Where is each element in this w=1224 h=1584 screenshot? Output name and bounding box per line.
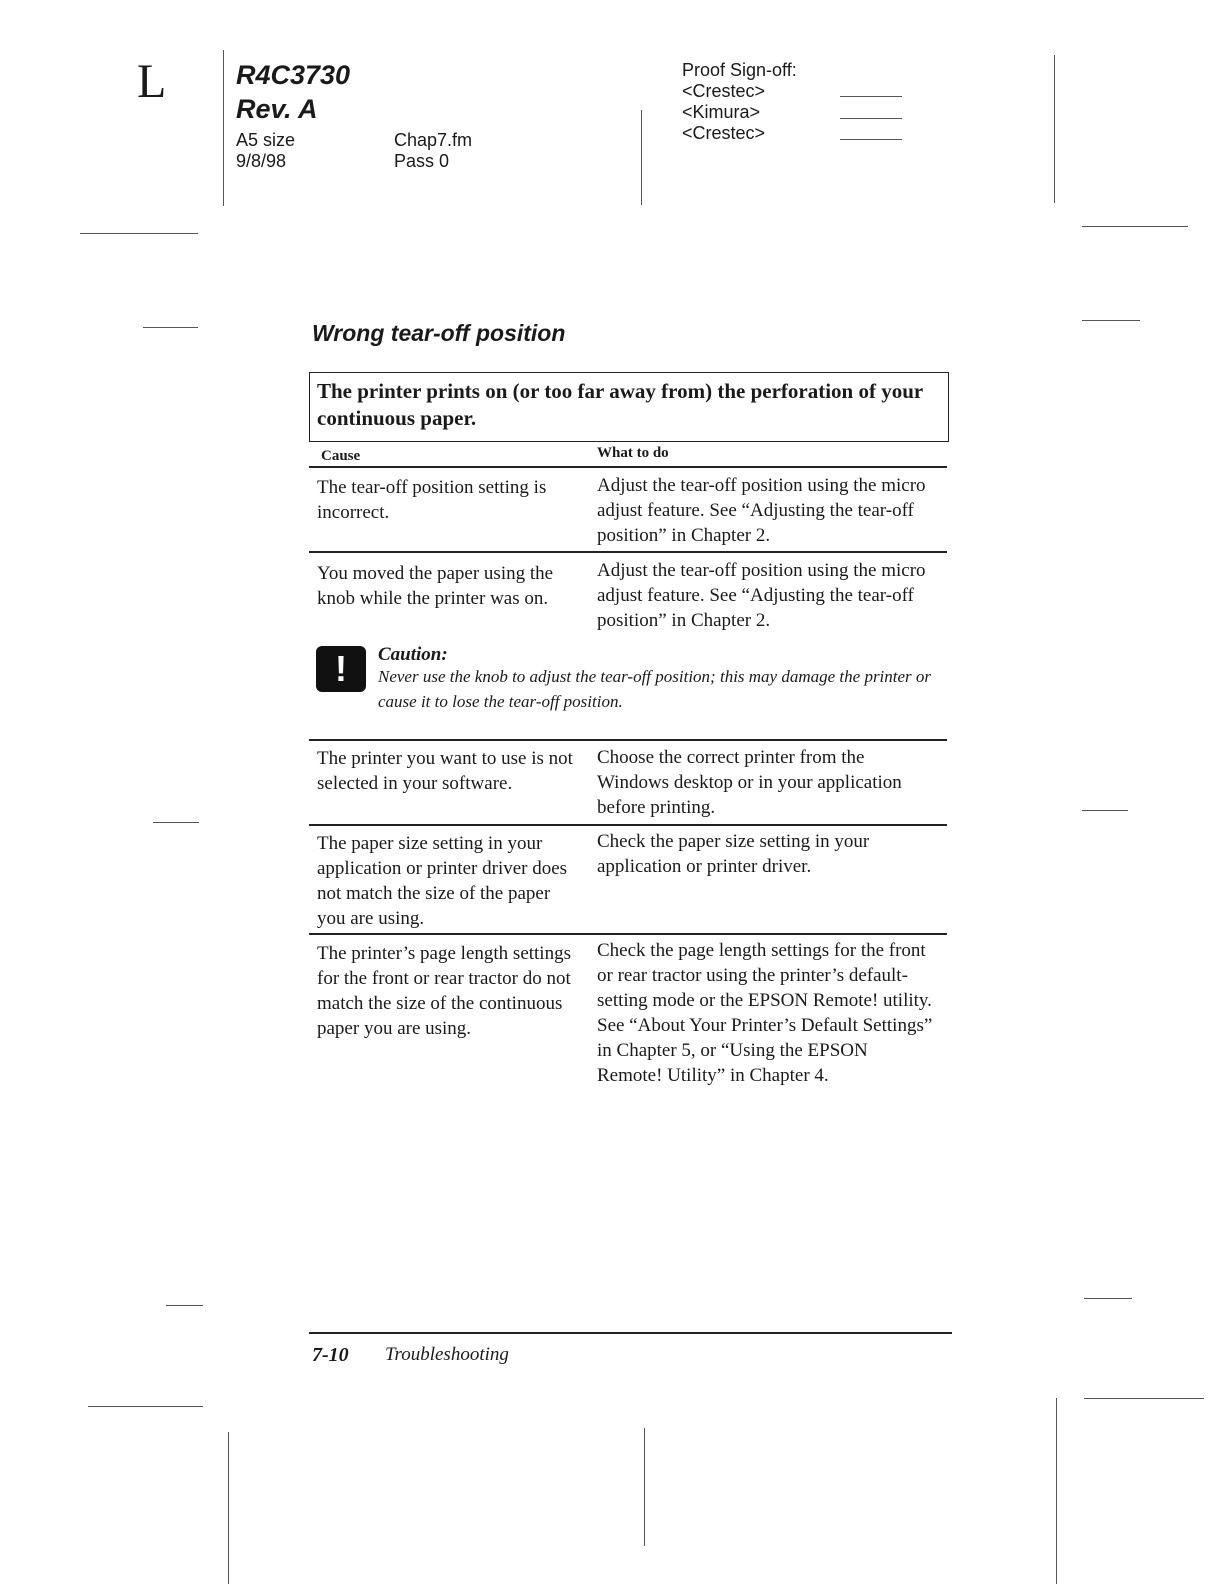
table-rule	[309, 466, 947, 468]
table-row-5-todo: Check the page length settings for the front or rear tractor using the printer’s default-setting mode or the EPSON Remote! utility. See “About Your Printer’s Default Settings” in Chapter 5, or “Using the EPSON Remote! Utility” in Chapter 4.	[597, 940, 933, 1086]
table-row-4-cause: The paper size setting in your application or printer driver does not match the size of the paper you are using.	[317, 833, 568, 929]
crop-mark	[1056, 1398, 1057, 1584]
crop-mark	[1082, 320, 1140, 321]
table-rule	[309, 824, 947, 826]
crop-mark	[1082, 810, 1128, 811]
doc-date: 9/8/98	[236, 151, 287, 171]
page-number: 7-10	[312, 1344, 349, 1366]
crop-mark	[153, 822, 199, 823]
problem-statement: The printer prints on (or too far away from) the perforation of your continuous paper.	[309, 372, 949, 442]
proof-title: Proof Sign-off:	[682, 60, 797, 80]
proof-name-2: <Kimura>	[682, 102, 761, 122]
crop-mark	[143, 327, 198, 328]
chapter-title: Troubleshooting	[385, 1344, 509, 1365]
table-row-1-cause: The tear-off position setting is incorrect.	[317, 477, 547, 523]
column-header-what-to-do: What to do	[597, 445, 669, 461]
crop-mark	[1082, 226, 1188, 227]
corner-mark: L	[137, 55, 167, 108]
table-rule	[309, 551, 947, 553]
crop-mark	[80, 233, 198, 234]
proof-signoff	[682, 60, 797, 144]
table-row-4-todo: Check the paper size setting in your application or printer driver.	[597, 831, 870, 877]
crop-mark	[166, 1305, 203, 1306]
crop-mark	[1084, 1398, 1204, 1399]
proof-name-1: <Crestec>	[682, 81, 766, 101]
header-divider-right	[1054, 55, 1055, 203]
table-row-2-todo: Adjust the tear-off position using the micro adjust feature. See “Adjusting the tear-off position” in Chapter 2.	[597, 560, 926, 631]
header-divider-mid	[641, 110, 642, 205]
caution-title: Caution:	[378, 644, 448, 665]
table-rule	[309, 739, 947, 741]
crop-mark	[228, 1432, 229, 1584]
header-divider-left	[223, 50, 224, 206]
crop-mark	[1084, 1298, 1132, 1299]
column-header-cause: Cause	[321, 448, 361, 464]
caution-icon: !	[316, 646, 366, 692]
footer-rule	[309, 1332, 952, 1334]
signoff-line-2	[840, 118, 902, 119]
signoff-line-1	[840, 96, 902, 97]
paper-size: A5 size	[236, 130, 296, 150]
table-row-5-cause: The printer’s page length settings for the front or rear tractor do not match the size of the continuous paper you are using.	[317, 943, 571, 1039]
table-row-1-todo: Adjust the tear-off position using the micro adjust feature. See “Adjusting the tear-off position” in Chapter 2.	[597, 475, 926, 546]
table-row-2-cause: You moved the paper using the knob while the printer was on.	[317, 563, 554, 609]
section-title: Wrong tear-off position	[312, 320, 566, 346]
table-row-3-cause: The printer you want to use is not selected in your software.	[317, 748, 573, 794]
revision: Rev. A	[236, 94, 318, 124]
signoff-line-3	[840, 139, 902, 140]
file-name: Chap7.fm	[394, 130, 473, 150]
doc-code: R4C3730	[236, 60, 351, 90]
pass-label: Pass 0	[394, 151, 450, 171]
crop-mark	[644, 1428, 645, 1546]
table-row-3-todo: Choose the correct printer from the Windows desktop or in your application before printing.	[597, 747, 902, 818]
caution-text: Never use the knob to adjust the tear-off position; this may damage the printer or cause it to lose the tear-off position.	[378, 667, 932, 711]
proof-name-3: <Crestec>	[682, 123, 766, 143]
crop-mark	[88, 1406, 203, 1407]
table-rule	[309, 933, 947, 935]
